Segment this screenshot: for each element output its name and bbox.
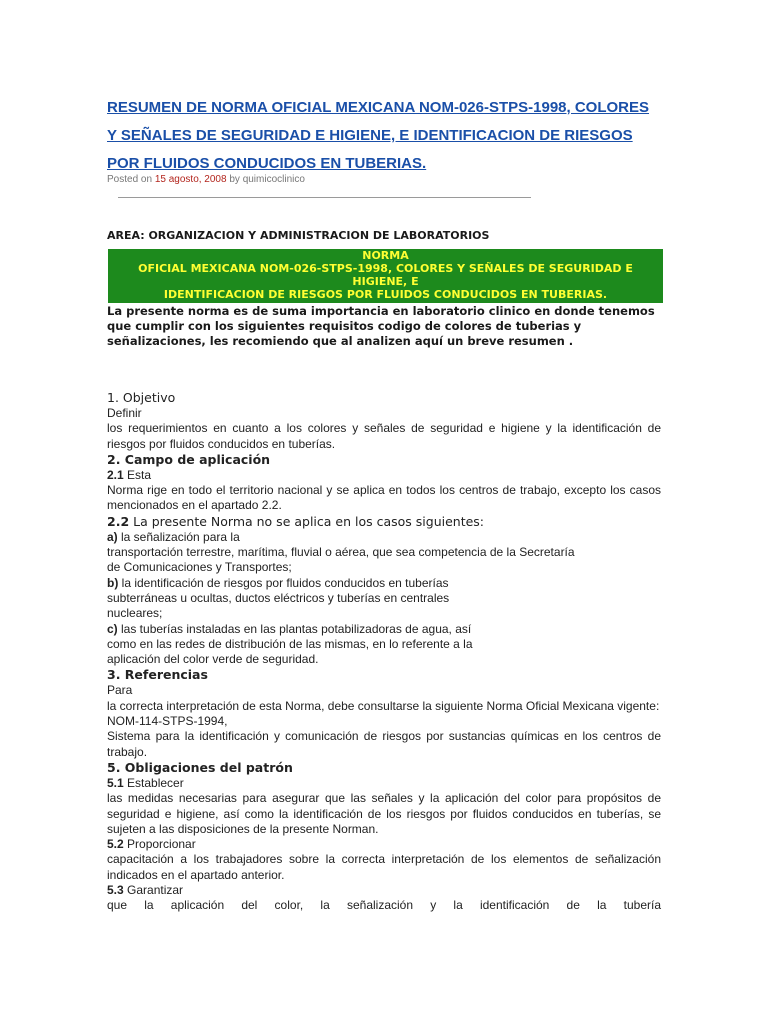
- post-title: [107, 94, 662, 178]
- banner-line: NORMA: [362, 249, 409, 262]
- clause-lead: Esta: [123, 467, 152, 482]
- clause-number: 5.3: [107, 883, 124, 898]
- author-link[interactable]: quimicoclinico: [242, 174, 305, 185]
- area-heading: AREA: ORGANIZACION Y ADMINISTRACION DE LABORATORIOS: [107, 229, 490, 242]
- clause-lead: Establecer: [123, 775, 184, 790]
- list-item: [107, 622, 661, 637]
- by-label: by: [229, 174, 240, 185]
- clause-number: 2.2: [107, 513, 130, 529]
- section-heading: 5. Obligaciones del patrón: [107, 759, 293, 775]
- banner-line: OFICIAL MEXICANA NOM-026-STPS-1998, COLORES Y SEÑALES DE SEGURIDAD E: [138, 262, 633, 275]
- post-title-line: RESUMEN DE NORMA OFICIAL MEXICANA NOM-026-STPS-1998, COLORES: [107, 99, 650, 116]
- clause-line: [107, 468, 661, 483]
- section-text: NOM-114-STPS-1994,: [107, 714, 228, 729]
- list-item-text: como en las redes de distribución de las mismas, en lo referente a la: [107, 636, 473, 651]
- list-item-text: nucleares;: [107, 606, 163, 621]
- section-heading: 1. Objetivo: [107, 390, 176, 405]
- clause-lead: Garantizar: [123, 883, 184, 898]
- banner-line: HIGIENE, E: [352, 275, 419, 288]
- item-label: b): [107, 575, 119, 590]
- clause-line: [107, 514, 661, 530]
- section-text: Definir: [107, 406, 142, 420]
- section-heading: 2. Campo de aplicación: [107, 451, 271, 467]
- item-text: la identificación de riesgos por fluidos conducidos en tuberías: [118, 575, 449, 590]
- post-title-line: Y SEÑALES DE SEGURIDAD E HIGIENE, E IDENTIFICACION DE RIESGOS: [107, 127, 633, 144]
- item-text: la señalización para la: [117, 529, 240, 544]
- section-text: los requerimientos en cuanto a los colores y señales de seguridad e higiene y la identificación de riesgos por fluidos conducidos en tuberías.: [107, 421, 661, 451]
- list-item-text: subterráneas u ocultas, ductos eléctricos y tuberías en centrales: [107, 590, 450, 605]
- section-text: Sistema para la identificación y comunicación de riesgos por sustancias químicas en los centros de trabajo.: [107, 729, 661, 759]
- section-text: capacitación a los trabajadores sobre la correcta interpretación de los elementos de señalización indicados en el apartado anterior.: [107, 852, 661, 882]
- banner-line: IDENTIFICACION DE RIESGOS POR FLUIDOS CONDUCIDOS EN TUBERIAS.: [163, 288, 608, 301]
- article-body: [107, 390, 661, 914]
- list-item-text: aplicación del color verde de seguridad.: [107, 652, 319, 667]
- clause-line: [107, 837, 661, 852]
- clause-lead: Proporcionar: [123, 837, 196, 852]
- list-item-text: de Comunicaciones y Transportes;: [107, 560, 292, 575]
- item-text: las tuberías instaladas en las plantas potabilizadoras de agua, así: [117, 621, 472, 636]
- section-text: la correcta interpretación de esta Norma, debe consultarse la siguiente Norma Oficial Mexicana vigente:: [107, 698, 660, 713]
- clause-number: 5.2: [107, 837, 124, 852]
- item-label: a): [107, 529, 118, 544]
- list-item: [107, 530, 661, 545]
- posted-on-label: Posted on: [107, 174, 153, 185]
- section-text: las medidas necesarias para asegurar que las señales y la aplicación del color para propósitos de seguridad e higiene, así como la identificación de los riesgos por fluidos conducidos en tuberías, se sujeten a las disposiciones de la presente Norman.: [107, 791, 661, 836]
- post-date-link[interactable]: 15 agosto, 2008: [154, 174, 227, 185]
- post-header: [107, 94, 662, 186]
- clause-line: [107, 776, 661, 791]
- section-text: Para: [107, 683, 133, 698]
- section-heading: 3. Referencias: [107, 667, 208, 683]
- list-item: [107, 576, 661, 591]
- norm-banner: [108, 249, 663, 303]
- post-title-line: POR FLUIDOS CONDUCIDOS EN TUBERIAS.: [107, 155, 427, 172]
- separator-line: [118, 197, 531, 198]
- item-label: c): [107, 621, 118, 636]
- post-title-link[interactable]: [107, 99, 649, 172]
- list-item-text: transportación terrestre, marítima, fluvial o aérea, que sea competencia de la Secretaría: [107, 545, 575, 560]
- clause-lead: La presente Norma no se aplica en los casos siguientes:: [129, 513, 485, 529]
- section-text: que la aplicación del color, la señalización y la identificación de la tubería: [107, 898, 661, 913]
- section-text: Norma rige en todo el territorio nacional y se aplica en todos los centros de trabajo, excepto los casos mencionados en el apartado 2.2.: [107, 483, 661, 513]
- clause-number: 5.1: [107, 775, 124, 790]
- clause-number: 2.1: [107, 467, 124, 482]
- clause-line: [107, 883, 661, 898]
- intro-paragraph: La presente norma es de suma importancia en laboratorio clinico en donde tenemos que cumplir con los siguientes requisitos codigo de colores de tuberias y señalizaciones, les recomiendo que al analizen aquí un breve resumen .: [107, 304, 655, 348]
